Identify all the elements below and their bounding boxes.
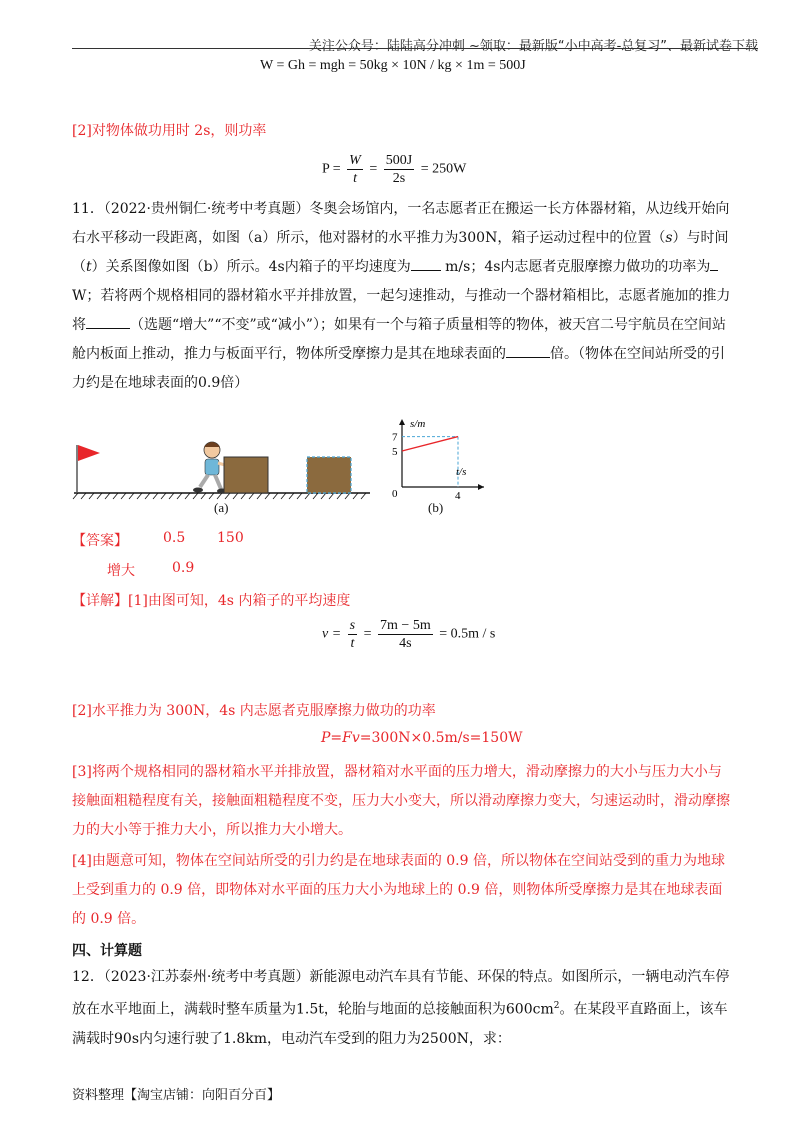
explanation-part3: [3]将两个规格相同的器材箱水平并排放置，器材箱对水平面的压力增大，滑动摩擦力的大小与压力大小与接触面粗糙程度有关，接触面粗糙程度不变，压力大小变大，所以滑动摩擦力变大，匀速运动时，滑动摩擦力的大小等于推力大小，所以推力大小增大。 [72,764,730,838]
frac-num: W [349,153,361,168]
explanation-label: 【详解】 [72,593,128,609]
series-line [402,437,458,451]
power-fv-rest: =300N×0.5m/s=150W [359,730,523,746]
y-axis-label: s/m [410,418,426,430]
q11-var-s: s [665,230,673,246]
power-symbol: P [321,730,331,746]
y-axis-arrow [399,419,405,425]
tick-label-x: 4 [455,490,461,500]
power-frac-1 [347,152,363,187]
x-axis-label: t/s [456,466,467,478]
answer-blank-4[interactable] [506,357,550,358]
answer-value-1: 0.5 [163,530,186,546]
q12-text-1: 12．（2023·江苏泰州·统考中考真题）新能源电动汽车具有节能、环保的特点。如图所示，一辆电动汽车停放在水平地面上，满载时整车质量为1.5t，轮胎与地面的总接触面积为600cm [72,969,730,1018]
volunteer-person-icon [193,442,227,494]
answer-blank-2[interactable] [710,270,718,271]
velocity-equation: v = $\frac{s}{t}$ = $\frac{7m - 5m}{4s}$ = 0.5m / s [322,618,496,651]
q11-text-2: ）与时间（ [72,230,729,275]
section-title: 四、计算题 [72,943,142,959]
part2-label: [2]对物体做功用时 2s，则功率 [72,123,267,139]
x-axis-arrow [478,484,484,490]
velocity-frac-1 [348,617,357,652]
velocity-frac-2 [378,617,433,652]
header-rule [72,48,758,49]
tick-label-y: 7 [392,431,398,444]
power-equation: P = $\frac{W}{t}$ = $\frac{500J}{2s}$ = 250W [322,153,467,186]
q12-text-2: 。在某段平直路面上，该车满载时90s内匀速行驶了1.8km，电动汽车受到的阻力为2500N，求： [72,1001,728,1047]
q11-text-1: 11．（2022·贵州铜仁·统考中考真题）冬奥会场馆内，一名志愿者正在搬运一长方体器材箱，从边线开始向右水平移动一段距离，如图（a）所示，他对器材的水平推力为300N，箱子运动过程中的位置（ [72,201,730,246]
q11-text-6: （选题“增大”“不变”或“减小”）；如果有一个与箱子质量相等的物体，被天宫二号宇航员在空间站舱内板面上推动，推力与板面平行，物体所受摩擦力是其在地球表面的 [72,317,726,362]
frac-num: s [349,618,356,633]
question-12-text [72,963,732,1054]
explanation-part1-text: [1]由图可知，4s 内箱子的平均速度 [128,593,351,609]
q11-text-5: W；若将两个规格相同的器材箱水平并排放置，一起匀速推动，与推动一个器材箱相比，志愿者施加的推力将 [72,288,731,333]
answer-value-2: 150 [217,530,244,546]
frac-num: 7m − 5m [380,618,431,633]
answer-value-4: 0.9 [172,560,195,576]
box-dashed [307,457,351,493]
explanation-part1 [72,590,350,610]
frac-den: t [353,171,357,186]
q11-text-3: ）关系图像如图（b）所示。4s内箱子的平均速度为 [91,259,411,275]
frac-den: 4s [399,636,412,651]
page-footer: 资料整理【淘宝店铺：向阳百分百】 [72,1088,281,1103]
frac-num: 500J [385,153,413,168]
power-frac-2 [384,152,414,187]
answer-blank-1[interactable] [411,270,441,271]
fv-symbol: Fv [342,730,360,746]
power-lhs: P = [322,161,341,177]
power-result: = 250W [420,161,467,177]
q11-text-7: 倍。（物体在空间站所受的引力约是在地球表面的0.9倍） [72,346,725,391]
work-equation: W = Gh = mgh = 50kg × 10N / kg × 1m = 500J [260,58,526,73]
answer-value-3: 增大 [107,563,135,579]
flag-icon [77,445,100,493]
tick-label-origin: 0 [392,488,398,500]
question-11-text [72,195,732,398]
q11-var-t: t [86,259,92,275]
q11-text-4: m/s；4s内志愿者克服摩擦力做功的功率为 [440,259,711,275]
answer-label: 【答案】 [72,533,128,549]
velocity-lhs: v = [322,626,342,642]
explanation-part2: [2]水平推力为 300N，4s 内志愿者克服摩擦力做功的功率 [72,703,436,719]
power-fv-equation: P=Fv=300N×0.5m/s=150W [321,730,523,746]
answer-blank-3[interactable] [86,328,130,329]
box-solid [224,457,268,493]
q12-superscript: 2 [553,1001,560,1011]
tick-label-y: 5 [392,446,398,458]
frac-den: t [350,636,355,651]
frac-den: 2s [392,171,406,186]
page-header: 关注公众号：陆陆高分冲刺 ~领取：最新版“小中高考-总复习”、最新试卷下载 [308,39,758,54]
velocity-result: = 0.5m / s [439,626,496,642]
figure-b-chart [380,415,490,500]
figure-b-caption: (b) [428,500,444,515]
figure-a-caption: (a) [214,500,229,515]
explanation-part4: [4]由题意可知，物体在空间站所受的引力约是在地球表面的 0.9 倍，所以物体在空间站受到的重力为地球上受到重力的 0.9 倍，即物体对水平面的压力大小为地球上的 0.9 倍，则物体所受摩擦力是其在地球表面的 0.9 倍。 [72,853,725,927]
